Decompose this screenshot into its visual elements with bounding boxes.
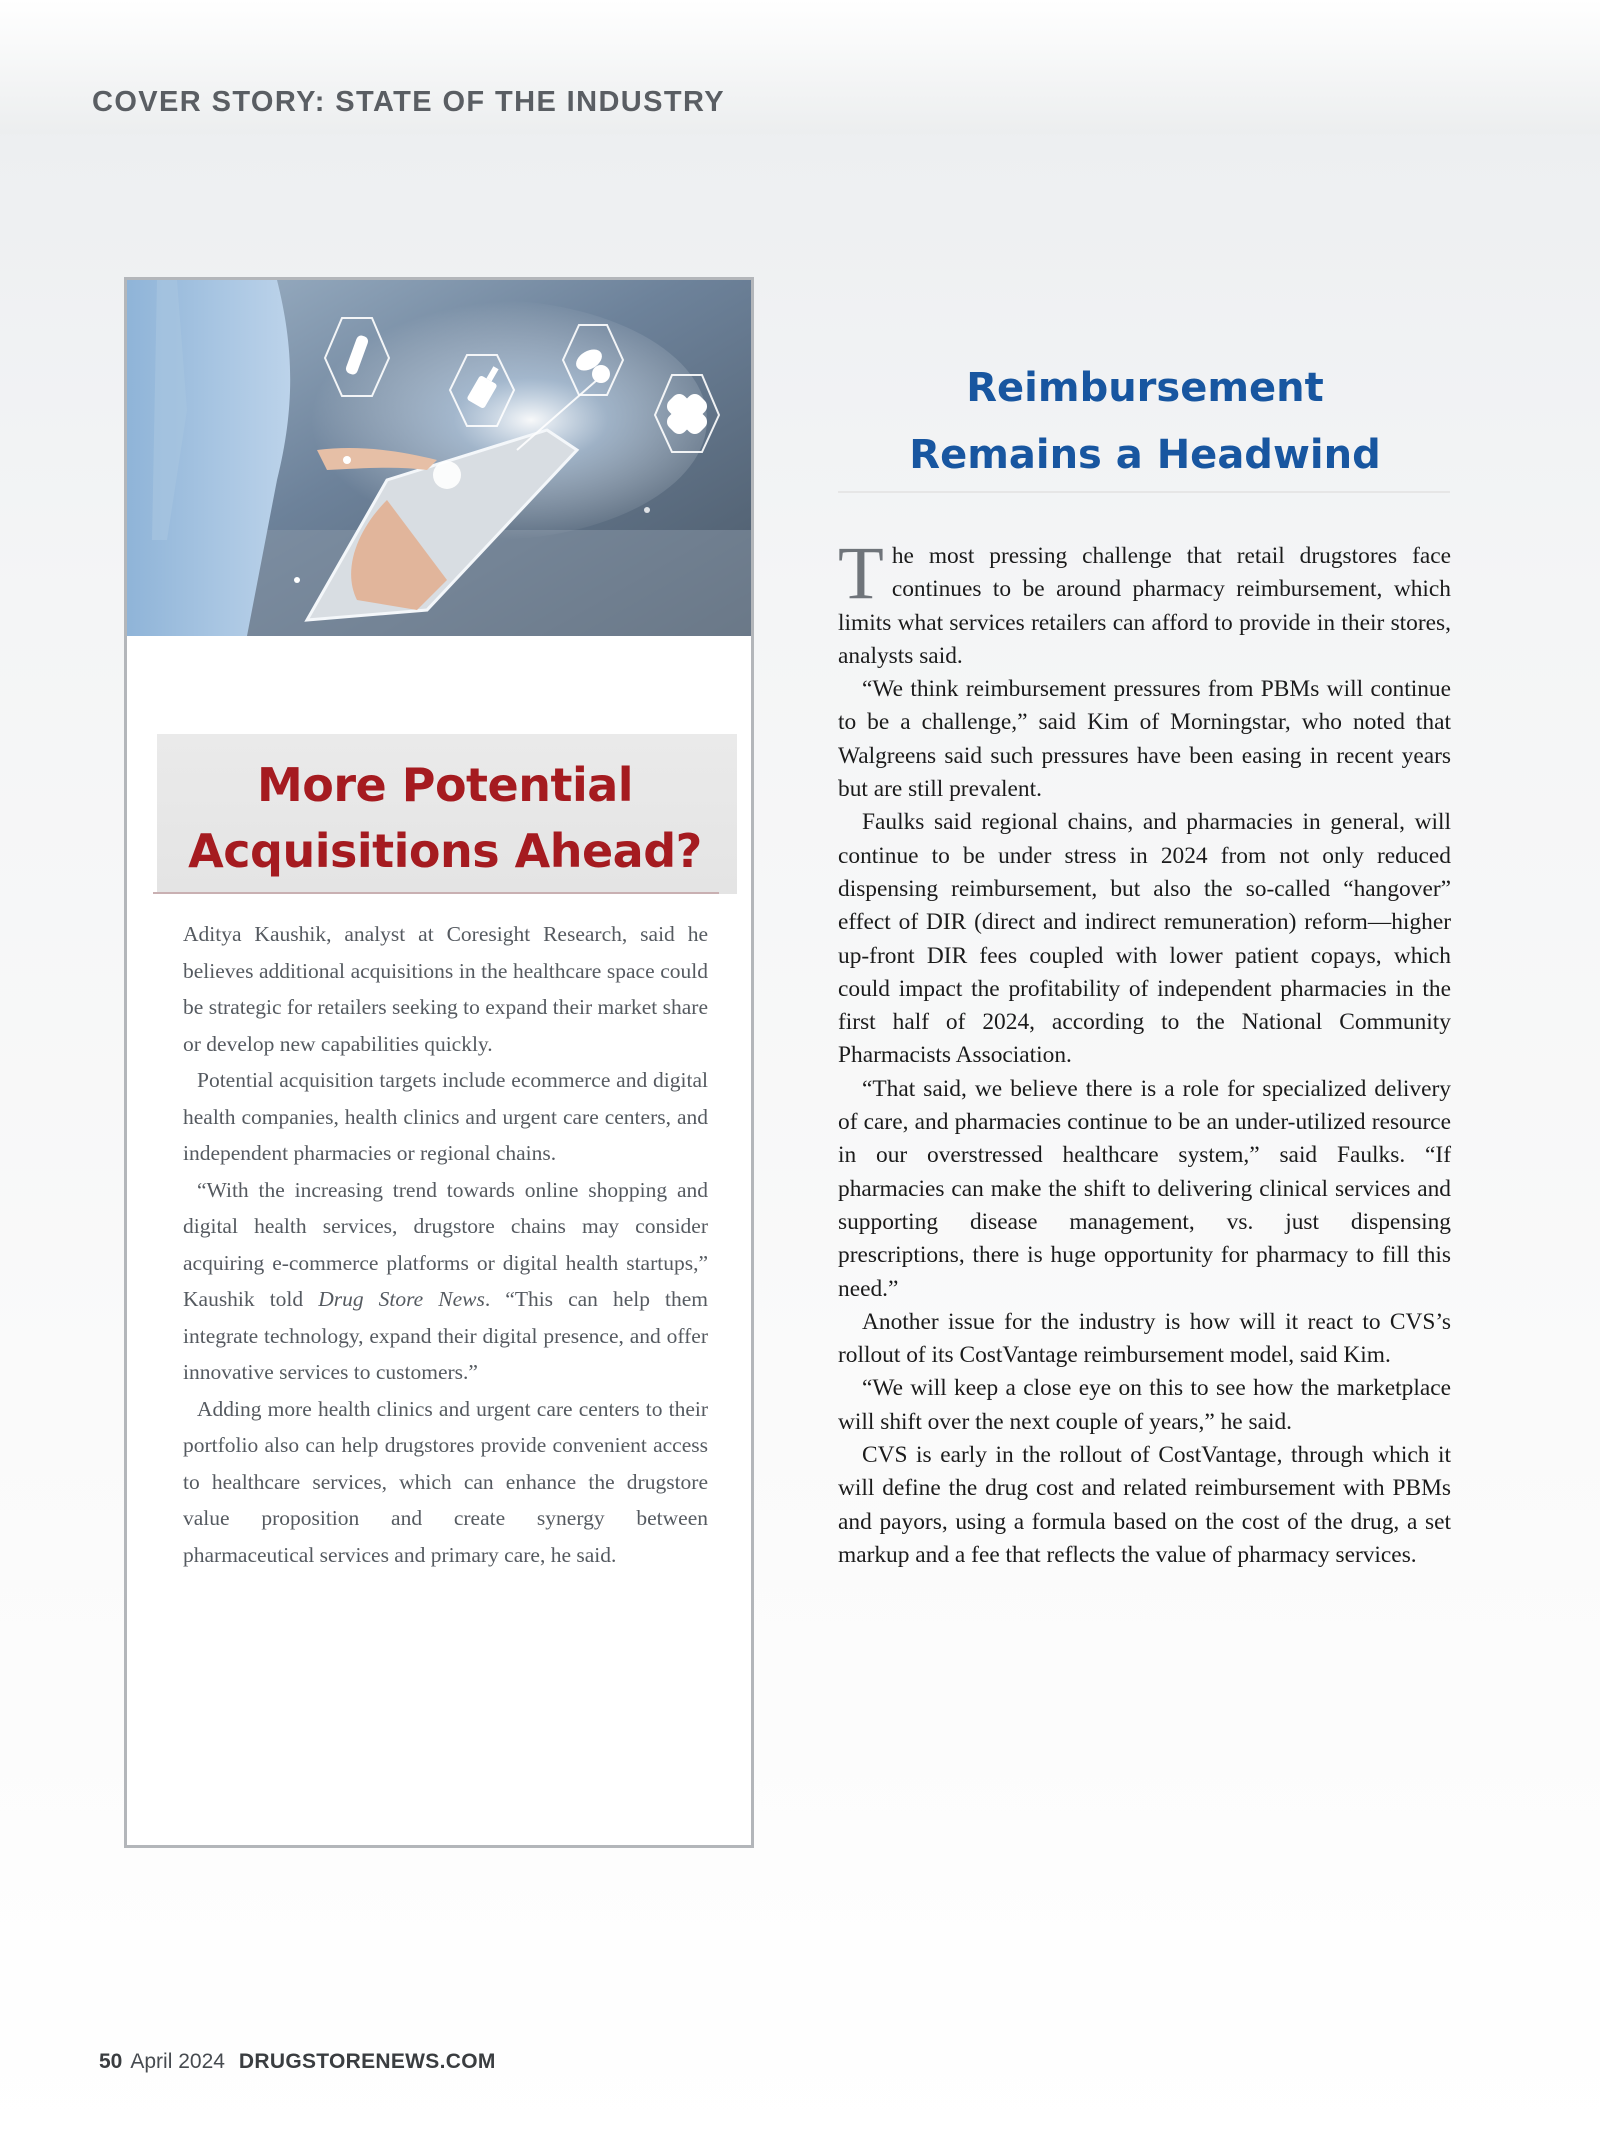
article-body: [838, 532, 1451, 1572]
sidebar-title: [147, 752, 743, 884]
article-title-line2: Remains a Headwind: [909, 432, 1381, 478]
article-paragraph: [838, 532, 1451, 673]
article-title-line1: Reimbursement: [966, 365, 1324, 411]
section-label: COVER STORY: STATE OF THE INDUSTRY: [92, 86, 725, 118]
page-footer: [99, 2050, 496, 2074]
sidebar-paragraph-text: “With the increasing trend towards online shopping and digital health services, drugstore chains may consider acquiring e-commerce platforms or digital health startups,” Kaushik told: [183, 1177, 708, 1311]
sidebar-title-rule: [153, 892, 719, 894]
sidebar-paragraph-text: . “This can help them integrate technology, expand their digital presence, and offer innovative services to customers.”: [183, 1287, 709, 1384]
article-paragraph: “That said, we believe there is a role for specialized delivery of care, and pharmacies continue to be an under-utilized resource in our overstressed healthcare system,” said Faulks. “If pharmacies can make the shift to delivering clinical services and supporting disease management, vs. just dispensing prescriptions, there is huge opportunity for pharmacy to fill this need.”: [838, 1075, 1451, 1302]
article-paragraph-text: he most pressing challenge that retail drugstores face continues to be around pharmacy reimbursement, which limits what services retailers can afford to provide in their stores, analysts said.: [838, 543, 1451, 669]
sidebar-paragraph: Potential acquisition targets include ecommerce and digital health companies, health clinics and urgent care centers, and independent pharmacies or regional chains.: [183, 1068, 708, 1165]
sidebar-title-line2: Acquisitions Ahead?: [188, 824, 702, 878]
site-link[interactable]: DRUGSTORENEWS.COM: [238, 2050, 496, 2073]
article-paragraph: CVS is early in the rollout of CostVantage, through which it will define the drug cost and related reimbursement with PBMs and payors, using a formula based on the cost of the drug, a set markup and a fee that reflects the value of pharmacy services.: [838, 1442, 1451, 1568]
publication-name: Drug Store News: [318, 1287, 485, 1311]
hero-image: [127, 280, 751, 636]
sidebar-title-line1: More Potential: [256, 758, 634, 812]
article-paragraph: Faulks said regional chains, and pharmacies in general, will continue to be under stress in 2024 from not only reduced dispensing reimbursement, but also the so-called “hangover” effect of DIR (direct and indirect remuneration) reform—higher up-front DIR fees coupled with lower patient copays, which could impact the profitability of independent pharmacies in the first half of 2024, according to the National Community Pharmacists Association.: [838, 809, 1451, 1069]
sidebar-box: [124, 277, 754, 1848]
sidebar-paragraph: Aditya Kaushik, analyst at Coresight Research, said he believes additional acquisitions in the healthcare space could be strategic for retailers seeking to expand their market share or develop new capabilities quickly.: [183, 922, 708, 1056]
page-number: 50: [99, 2050, 123, 2073]
sidebar-paragraph: [183, 1172, 708, 1391]
drop-cap: T: [838, 532, 884, 615]
article-title-rule: [838, 491, 1450, 493]
article-title: [840, 355, 1450, 489]
article-paragraph: Another issue for the industry is how will it react to CVS’s rollout of its CostVantage reimbursement model, said Kim.: [838, 1308, 1451, 1369]
sidebar-body: [183, 916, 708, 1573]
article-paragraph: “We will keep a close eye on this to see how the marketplace will shift over the next couple of years,” he said.: [838, 1375, 1451, 1435]
sidebar-paragraph: Adding more health clinics and urgent care centers to their portfolio also can help drugstores provide convenient access to healthcare services, which can enhance the drugstore value proposition and create synergy between pharmaceutical services and primary care, he said.: [183, 1396, 708, 1567]
issue-date: April 2024: [130, 2050, 225, 2073]
article-paragraph: “We think reimbursement pressures from PBMs will continue to be a challenge,” said Kim of Morningstar, who noted that Walgreens said such pressures have been easing in recent years but are still prevalent.: [838, 676, 1451, 803]
